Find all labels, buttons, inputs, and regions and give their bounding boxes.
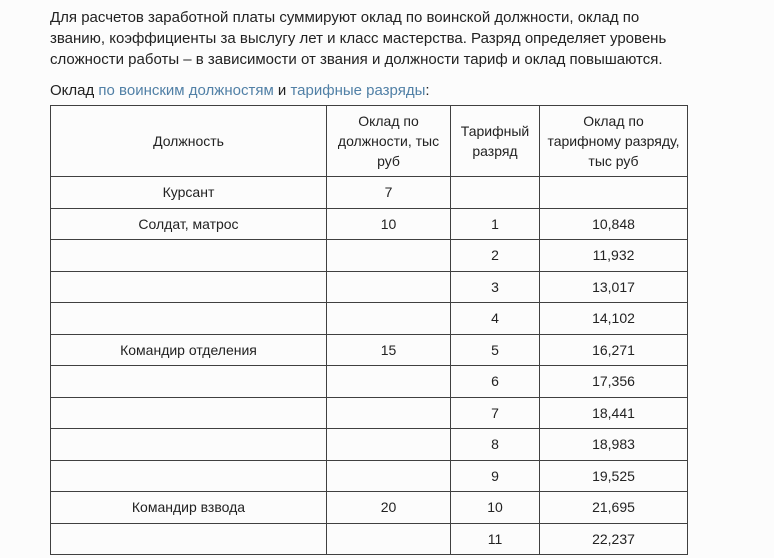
table-cell: 7: [451, 397, 540, 429]
table-cell: 21,695: [540, 492, 688, 524]
table-row: [51, 523, 688, 555]
table-cell: 10: [451, 492, 540, 524]
lead-suffix: :: [425, 82, 430, 99]
table-cell: [327, 460, 451, 492]
table-row: [51, 460, 688, 492]
table-row: [51, 303, 688, 335]
table-cell: 3: [451, 271, 540, 303]
salary-table: [50, 105, 688, 555]
table-cell: 6: [451, 366, 540, 398]
table-cell: 11: [451, 523, 540, 555]
table-row: [51, 208, 688, 240]
table-row: [51, 397, 688, 429]
table-cell: [51, 460, 327, 492]
table-cell: 8: [451, 429, 540, 461]
intro-paragraph: Для расчетов заработной платы суммируют оклад по воинской должности, оклад по званию, коэффициенты за выслугу лет и класс мастерства. Разряд определяет уровень сложности работы – в зависимости от звания и должности тариф и оклад повышаются.: [50, 9, 667, 68]
table-row: [51, 240, 688, 272]
table-cell: 2: [451, 240, 540, 272]
table-cell: [51, 397, 327, 429]
table-cell: Командир отделения: [51, 334, 327, 366]
lead-prefix: Оклад: [50, 82, 99, 99]
table-cell: 14,102: [540, 303, 688, 335]
salary-table-body: [51, 177, 688, 555]
table-cell: 10: [327, 208, 451, 240]
table-cell: 1: [451, 208, 540, 240]
header-tariff-grade: Тарифный разряд: [451, 106, 540, 177]
table-cell: 4: [451, 303, 540, 335]
header-position: Должность: [51, 106, 327, 177]
salary-table-head: [51, 106, 688, 177]
table-row: [51, 366, 688, 398]
table-cell: [327, 271, 451, 303]
header-row: [51, 106, 688, 177]
table-cell: [540, 177, 688, 209]
table-cell: [51, 523, 327, 555]
table-cell: [327, 303, 451, 335]
table-cell: Солдат, матрос: [51, 208, 327, 240]
lead-conjunction: и: [273, 82, 291, 99]
table-cell: Курсант: [51, 177, 327, 209]
table-cell: 7: [327, 177, 451, 209]
table-cell: [327, 429, 451, 461]
table-row: [51, 177, 688, 209]
table-cell: [327, 523, 451, 555]
table-cell: 18,983: [540, 429, 688, 461]
table-row: [51, 271, 688, 303]
table-cell: 10,848: [540, 208, 688, 240]
table-cell: 18,441: [540, 397, 688, 429]
table-cell: [51, 271, 327, 303]
table-cell: 15: [327, 334, 451, 366]
table-cell: [451, 177, 540, 209]
table-cell: Командир взвода: [51, 492, 327, 524]
table-cell: [51, 429, 327, 461]
link-tariff-grades[interactable]: тарифные разряды: [290, 82, 426, 99]
table-cell: [327, 366, 451, 398]
table-row: [51, 429, 688, 461]
header-grade-salary: Оклад по тарифному разряду, тыс руб: [540, 106, 688, 177]
table-cell: 9: [451, 460, 540, 492]
table-cell: [51, 240, 327, 272]
table-cell: [327, 397, 451, 429]
table-row: [51, 334, 688, 366]
table-cell: 20: [327, 492, 451, 524]
table-cell: 11,932: [540, 240, 688, 272]
table-cell: [51, 303, 327, 335]
table-cell: 16,271: [540, 334, 688, 366]
link-military-positions[interactable]: по воинским должностям: [98, 82, 274, 99]
table-cell: 13,017: [540, 271, 688, 303]
table-cell: 17,356: [540, 366, 688, 398]
table-cell: 22,237: [540, 523, 688, 555]
table-cell: [51, 366, 327, 398]
table-cell: [327, 240, 451, 272]
table-cell: 5: [451, 334, 540, 366]
header-position-salary: Оклад по должности, тыс руб: [327, 106, 451, 177]
table-row: [51, 492, 688, 524]
table-cell: 19,525: [540, 460, 688, 492]
lead-line: [50, 80, 700, 101]
